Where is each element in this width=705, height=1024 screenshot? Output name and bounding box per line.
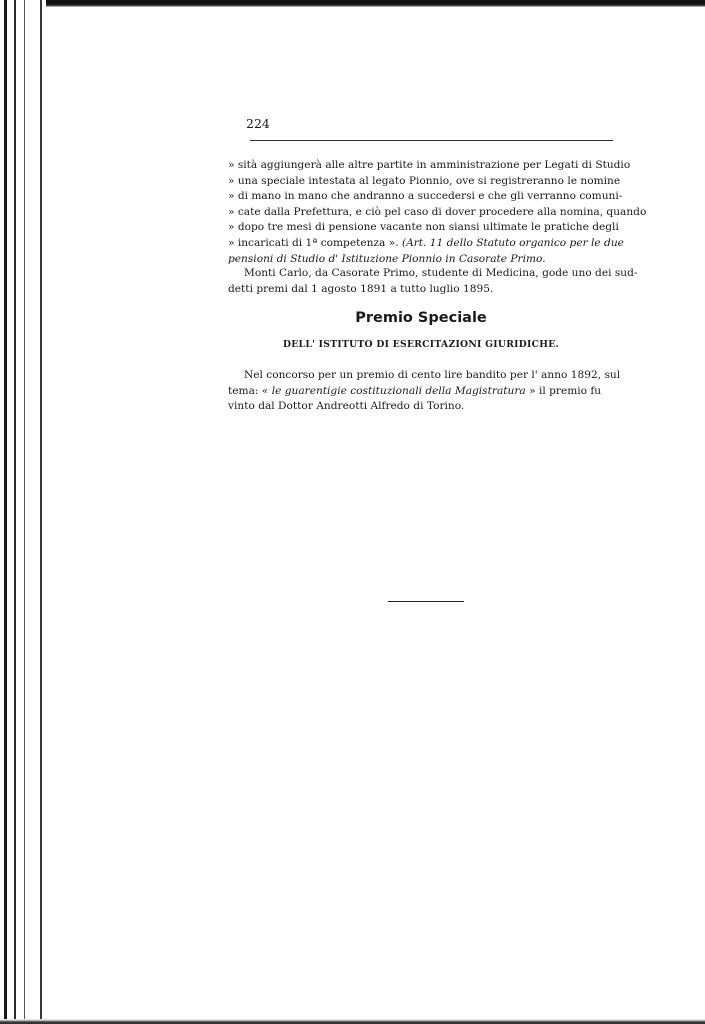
paragraph-line: Nel concorso per un premio di cento lire bandito per l' anno 1892, sul bbox=[244, 369, 621, 381]
section-subtitle: DELL' ISTITUTO DI ESERCITAZIONI GIURIDICHE. bbox=[282, 339, 560, 350]
paragraph-line: vinto dal Dottor Andreotti Alfredo di Torino. bbox=[228, 400, 465, 413]
quote-line: » una speciale intestata al legato Pionnio, ove si registreranno le nomine bbox=[228, 174, 621, 187]
award-paragraph bbox=[228, 368, 621, 415]
page-number: 224 bbox=[246, 116, 270, 131]
essay-topic: le guarentigie costituzionali della Magistratura bbox=[271, 384, 526, 397]
header-rule bbox=[250, 140, 613, 141]
end-rule bbox=[388, 601, 464, 602]
quote-line: » dopo tre mesi di pensione vacante non siansi ultimate le pratiche degli bbox=[228, 221, 619, 234]
quoted-statute-paragraph bbox=[228, 158, 647, 267]
scan-binding-edge bbox=[0, 0, 46, 1024]
scan-top-border bbox=[0, 0, 705, 7]
quote-line: » cate dalla Prefettura, e ciò pel caso di dover procedere alla nomina, quando bbox=[228, 205, 647, 218]
quote-line: » sità aggiungerà alle altre partite in amministrazione per Legati di Studio bbox=[228, 159, 631, 171]
quote-line bbox=[228, 236, 624, 252]
scan-bottom-border bbox=[0, 1019, 705, 1024]
paragraph-text: tema: « bbox=[228, 384, 272, 397]
section-title: Premio Speciale bbox=[355, 310, 487, 326]
paragraph-line: detti premi dal 1 agosto 1891 a tutto luglio 1895. bbox=[228, 282, 494, 295]
paragraph-text: » il premio fu bbox=[525, 384, 602, 397]
quote-line: » di mano in mano che andranno a succedersi e che gli verranno comuni- bbox=[228, 190, 623, 203]
quote-line-text: » incaricati di 1ª competenza ». bbox=[228, 236, 402, 249]
paragraph-line bbox=[228, 384, 614, 400]
statute-reference-continued: pensioni di Studio d' Istituzione Pionnio in Casorate Primo. bbox=[228, 252, 546, 265]
recipient-paragraph bbox=[228, 266, 638, 297]
paragraph-line: Monti Carlo, da Casorate Primo, studente di Medicina, gode uno dei sud- bbox=[244, 267, 638, 279]
statute-reference: (Art. 11 dello Statuto organico per le due bbox=[401, 236, 624, 249]
